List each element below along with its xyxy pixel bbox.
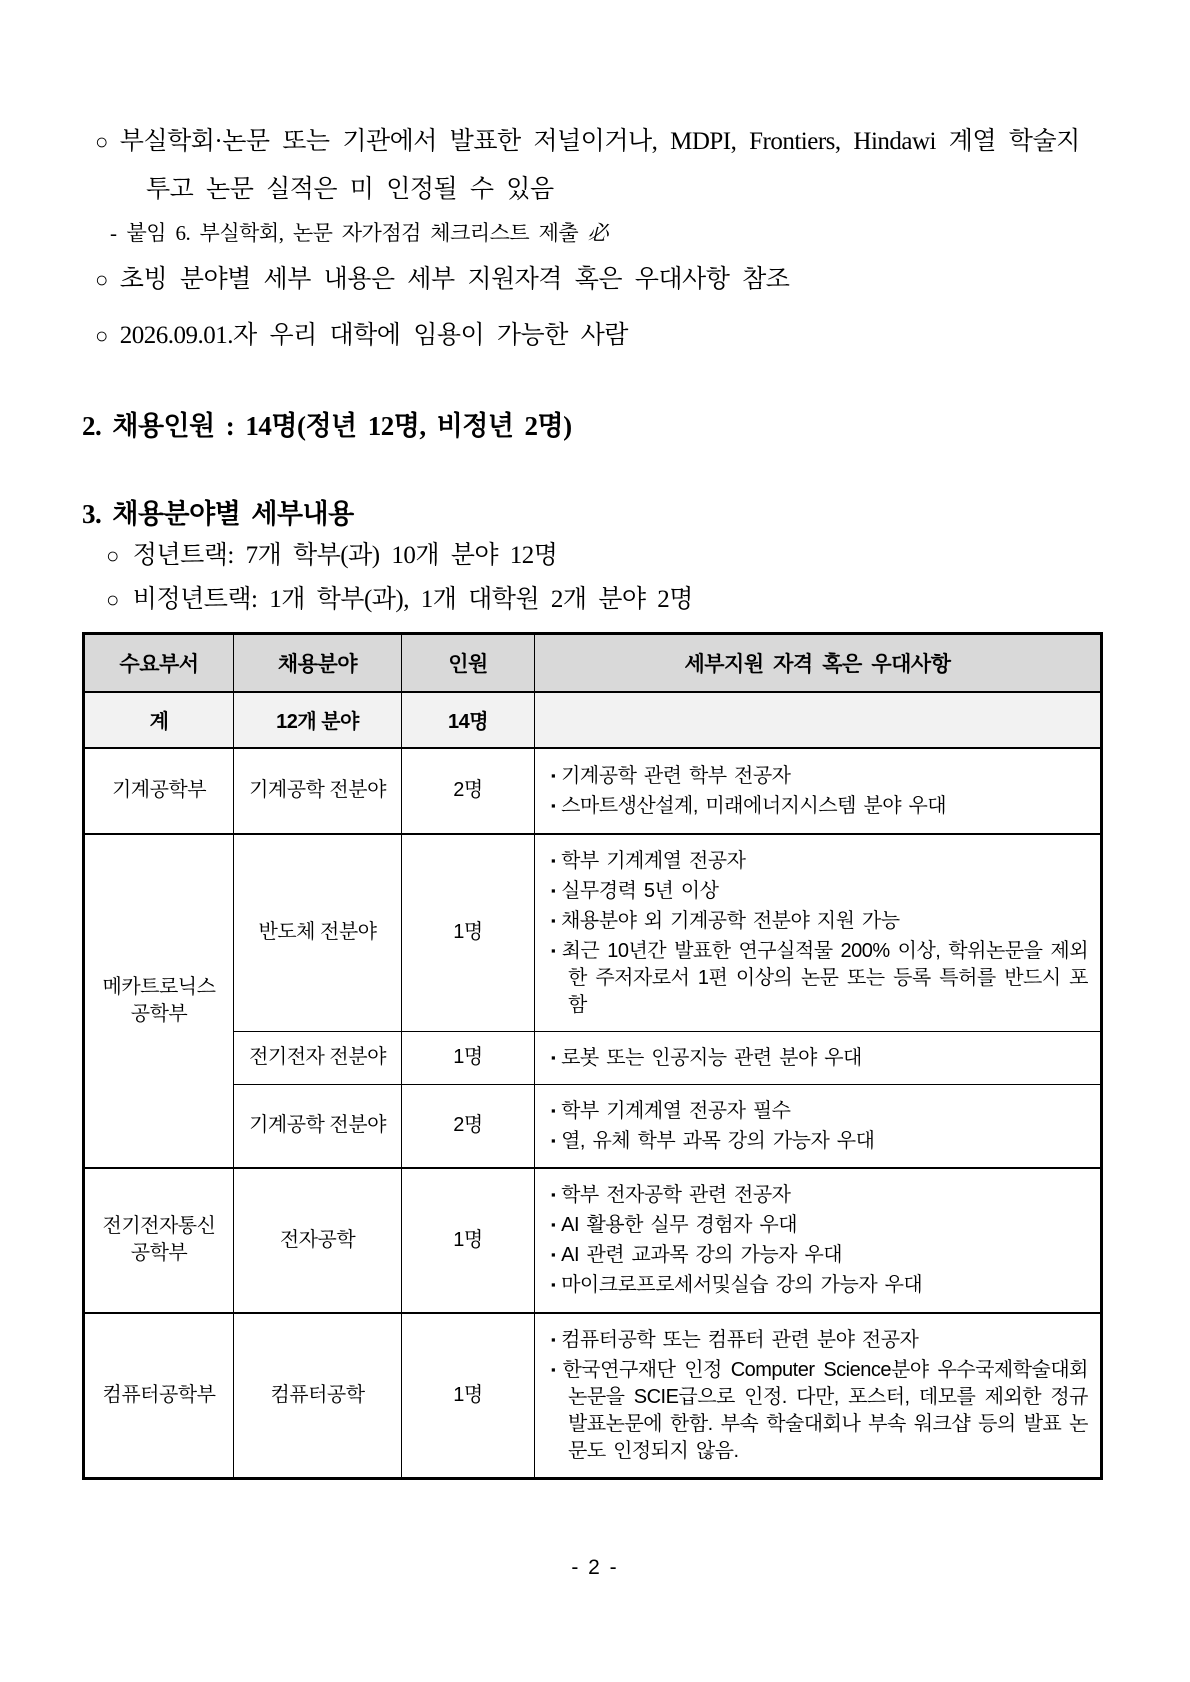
count-cell: 1명 [402,1313,535,1479]
track-bullet-text: 정년트랙: 7개 학부(과) 10개 분야 12명 [132,542,558,569]
square-bullet-icon: ▪ [551,1049,556,1065]
count-cell: 1명 [402,1031,535,1084]
qualification-cell [535,1168,1102,1313]
detail-bullet: ▪ 학부 전자공학 관련 전공자 [551,1184,791,1206]
detail-bullet: ▪ 최근 10년간 발표한 연구실적물 200% 이상, 학위논문을 제외한 주저자로서 1편 이상의 논문 또는 등록 특허를 반드시 포함 [551,939,1089,1016]
detail-bullet: ▪ AI 관련 교과목 강의 가능자 우대 [551,1244,843,1266]
required-mark: 必 [587,221,609,245]
section-3-heading: 3. 채용분야별 세부내용 [82,499,354,529]
qualification-cell [535,748,1102,834]
square-bullet-icon: ▪ [551,912,556,928]
detail-bullet: ▪ 한국연구재단 인정 Computer Science분야 우수국제학술대회 논문을 SCIE급으로 인정. 다만, 포스터, 데모를 제외한 정규 발표논문에 한함. 부속 학술대회나 부속 워크샵 등의 발표 논문도 인정되지 않음. [551,1358,1088,1462]
field-cell: 기계공학 전분야 [234,1084,402,1168]
summary-cell: 계 [84,692,234,748]
header-qualifications: 세부지원 자격 혹은 우대사항 [535,634,1102,692]
dash-bullet-icon: - [110,221,117,245]
header-count: 인원 [402,634,535,692]
detail-bullet: ▪ 열, 유체 학부 과목 강의 가능자 우대 [551,1129,875,1152]
table-body [84,692,1102,1479]
table-row [84,1084,1102,1168]
table-header-row [84,634,1102,692]
circle-bullet-icon: ○ [106,543,119,568]
header-department: 수요부서 [84,634,234,692]
attachment-note [110,218,1100,248]
square-bullet-icon: ▪ [551,1361,557,1377]
count-cell: 1명 [402,1168,535,1313]
field-cell: 전자공학 [234,1168,402,1313]
summary-cell: 12개 분야 [234,692,402,748]
table-row [84,1313,1102,1479]
square-bullet-icon: ▪ [551,1217,556,1232]
circle-bullet-icon: ○ [95,323,108,348]
table-row [84,834,1102,1032]
circle-bullet-icon: ○ [95,267,108,292]
square-bullet-icon: ▪ [551,882,556,898]
count-cell: 2명 [402,748,535,834]
square-bullet-icon: ▪ [551,1331,556,1347]
field-cell: 기계공학 전분야 [234,748,402,834]
field-cell: 컴퓨터공학 [234,1313,402,1479]
detail-bullet: ▪ AI 활용한 실무 경험자 우대 [551,1214,798,1236]
non-tenure-track-bullet [106,578,1100,622]
detail-bullet: ▪ 스마트생산설계, 미래에너지시스템 분야 우대 [551,794,947,817]
page-content [82,118,1100,1480]
department-cell: 컴퓨터공학부 [84,1313,234,1479]
summary-cell: 14명 [402,692,535,748]
table-row [84,1168,1102,1313]
intro-bullet-appointment-date [95,312,1100,360]
intro-bullet-journal-warning [95,118,1100,214]
qualification-cell [535,1084,1102,1168]
detail-bullet: ▪ 실무경력 5년 이상 [551,879,719,902]
detail-bullet: ▪ 기계공학 관련 학부 전공자 [551,764,791,787]
tenure-track-bullet [106,534,1100,578]
department-cell: 전기전자통신 공학부 [84,1168,234,1313]
intro-bullet-field-details [95,256,1100,304]
intro-bullet-text: 초빙 분야별 세부 내용은 세부 지원자격 혹은 우대사항 참조 [119,266,790,293]
department-cell: 메카트로닉스 공학부 [84,834,234,1168]
square-bullet-icon: ▪ [551,767,556,783]
square-bullet-icon: ▪ [551,1187,556,1202]
field-cell: 반도체 전분야 [234,834,402,1032]
intro-bullet-text: 부실학회·논문 또는 기관에서 발표한 저널이거나, MDPI, Frontiers, Hindawi 계열 학술지 투고 논문 실적은 미 인정될 수 있음 [119,128,1080,203]
recruitment-table [82,632,1103,1480]
page-number: - 2 - [571,1556,619,1579]
table-row [84,1031,1102,1084]
circle-bullet-icon: ○ [106,587,119,612]
section-2-heading: 2. 채용인원 : 14명(정년 12명, 비정년 2명) [82,411,572,441]
detail-bullet: ▪ 학부 기계계열 전공자 필수 [551,1099,791,1122]
detail-bullet: ▪ 채용분야 외 기계공학 전분야 지원 가능 [551,909,900,932]
header-field: 채용분야 [234,634,402,692]
count-cell: 1명 [402,834,535,1032]
department-cell: 기계공학부 [84,748,234,834]
square-bullet-icon: ▪ [551,1132,556,1148]
table-summary-row [84,692,1102,748]
square-bullet-icon: ▪ [551,852,556,868]
square-bullet-icon: ▪ [551,1102,556,1118]
detail-bullet: ▪ 컴퓨터공학 또는 컴퓨터 관련 분야 전공자 [551,1328,919,1351]
detail-bullet: ▪ 로봇 또는 인공지능 관련 분야 우대 [551,1046,862,1069]
detail-bullet: ▪ 마이크로프로세서및실습 강의 가능자 우대 [551,1274,923,1296]
count-cell: 2명 [402,1084,535,1168]
intro-bullet-text: 2026.09.01.자 우리 대학에 임용이 가능한 사람 [119,322,628,349]
square-bullet-icon: ▪ [551,1277,556,1292]
qualification-cell [535,1031,1102,1084]
field-cell: 전기전자 전분야 [234,1031,402,1084]
qualification-cell [535,1313,1102,1479]
detail-bullet: ▪ 학부 기계계열 전공자 [551,849,746,872]
table-row [84,748,1102,834]
summary-cell [535,692,1102,748]
track-bullet-text: 비정년트랙: 1개 학부(과), 1개 대학원 2개 분야 2명 [132,586,693,613]
attachment-note-text: 붙임 6. 부실학회, 논문 자가점검 체크리스트 제출 [126,221,579,245]
qualification-cell [535,834,1102,1032]
square-bullet-icon: ▪ [551,942,556,958]
square-bullet-icon: ▪ [551,797,556,813]
square-bullet-icon: ▪ [551,1247,556,1262]
circle-bullet-icon: ○ [95,129,108,154]
